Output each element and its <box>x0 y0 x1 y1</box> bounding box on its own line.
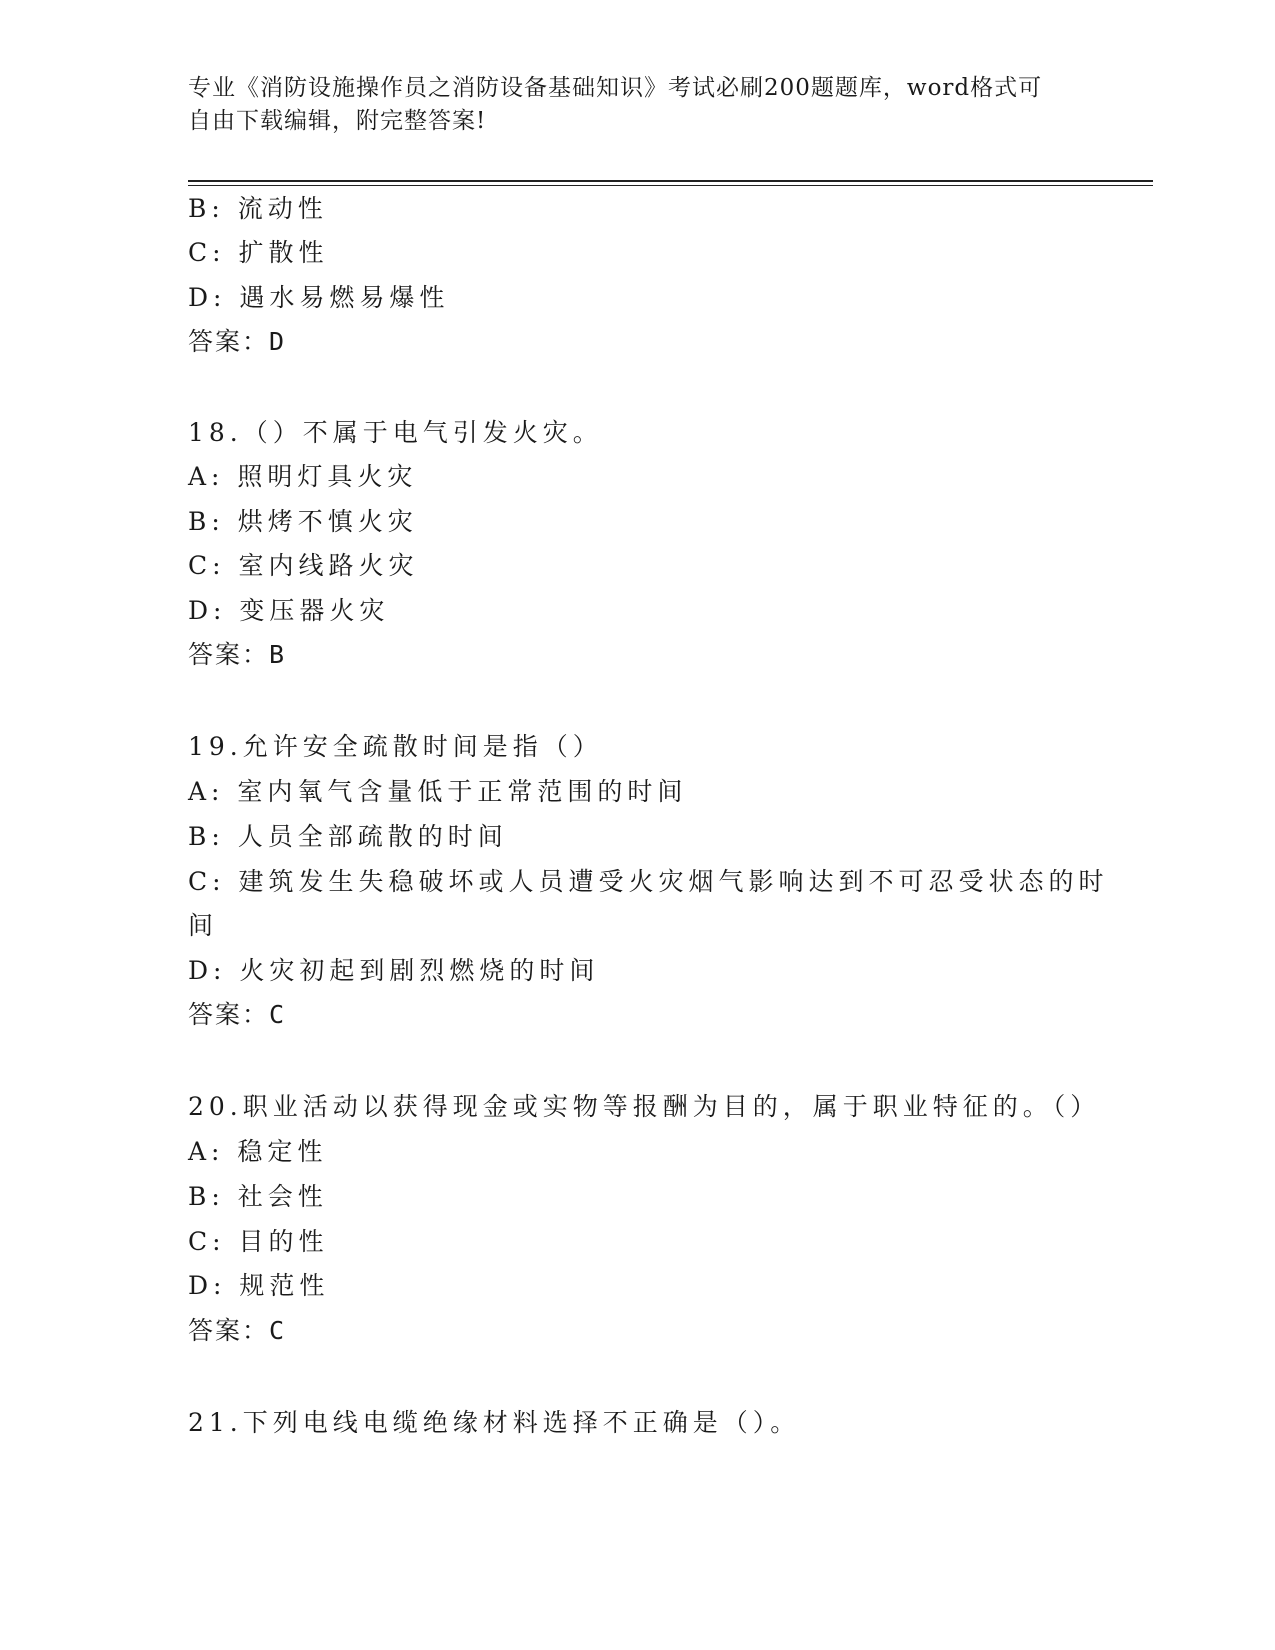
q18-stem: 18.（）不属于电气引发火灾。 <box>188 418 603 447</box>
answer-label: 答案： <box>188 1000 270 1029</box>
q20-option-b: B: 社会性 <box>188 1182 328 1211</box>
answer-value: C <box>269 1000 285 1029</box>
q20-answer <box>188 1314 284 1348</box>
q19-option-a: A: 室内氧气含量低于正常范围的时间 <box>188 777 688 806</box>
answer-value: C <box>269 1316 285 1345</box>
q19-stem: 19.允许安全疏散时间是指（） <box>188 732 603 761</box>
q20-option-a: A: 稳定性 <box>188 1137 328 1166</box>
answer-label: 答案： <box>188 1316 270 1345</box>
answer-label: 答案： <box>188 640 270 669</box>
q20-option-c: C: 目的性 <box>188 1227 329 1256</box>
header-line-2: 自由下载编辑，附完整答案! <box>188 108 487 134</box>
answer-label: 答案： <box>188 327 270 356</box>
answer-value: B <box>269 640 285 669</box>
q19-option-d: D: 火灾初起到剧烈燃烧的时间 <box>188 956 600 985</box>
q20-option-d: D: 规范性 <box>188 1271 330 1300</box>
q19-option-c: C: 建筑发生失稳破坏或人员遭受火灾烟气影响达到不可忍受状态的时 <box>188 867 1109 896</box>
document-header <box>188 72 1068 138</box>
header-line-1: 专业《消防设施操作员之消防设备基础知识》考试必刷200题题库，word格式可 <box>188 75 1043 101</box>
q18-option-a: A: 照明灯具火灾 <box>188 462 418 491</box>
q17-option-c: C: 扩散性 <box>188 238 329 267</box>
q19-option-c-wrap: 间 <box>188 911 219 940</box>
q21-stem: 21.下列电线电缆绝缘材料选择不正确是（）。 <box>188 1408 801 1437</box>
header-divider-thin <box>188 185 1153 186</box>
q17-option-b: B: 流动性 <box>188 194 328 223</box>
q19-option-b: B: 人员全部疏散的时间 <box>188 822 508 851</box>
q18-option-b: B: 烘烤不慎火灾 <box>188 507 418 536</box>
q19-answer <box>188 998 284 1032</box>
q17-answer <box>188 325 284 359</box>
q18-answer <box>188 638 284 672</box>
q17-option-d: D: 遇水易燃易爆性 <box>188 283 450 312</box>
answer-value: D <box>269 327 285 356</box>
q20-stem: 20.职业活动以获得现金或实物等报酬为目的，属于职业特征的。（） <box>188 1092 1101 1121</box>
header-divider-thick <box>188 180 1153 182</box>
q18-option-c: C: 室内线路火灾 <box>188 551 419 580</box>
q18-option-d: D: 变压器火灾 <box>188 596 390 625</box>
